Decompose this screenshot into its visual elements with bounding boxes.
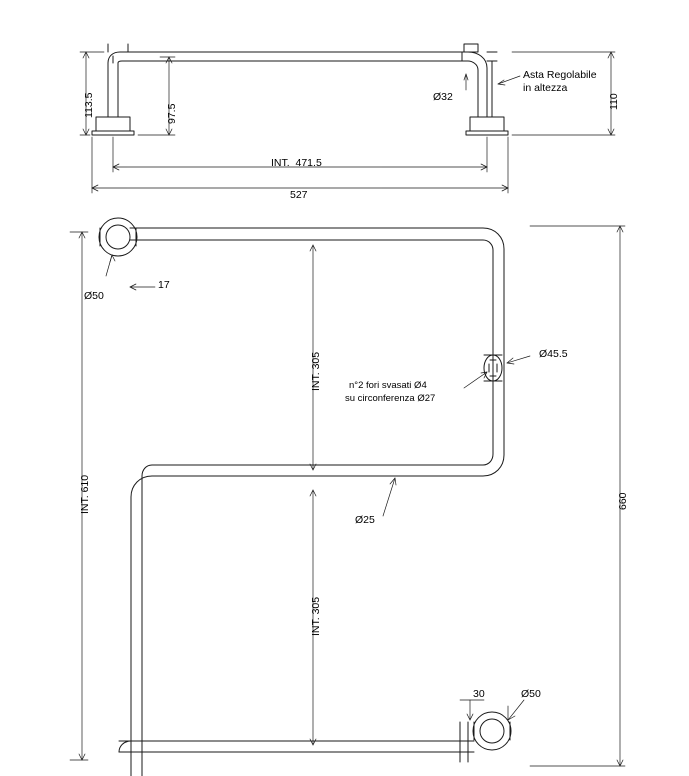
dim-int-305-lower: INT. 305 (310, 596, 322, 636)
dim-diameter-25: Ø25 (355, 514, 375, 526)
dim-height-113-5: 113.5 (83, 92, 95, 118)
note-asta-regolabile-line1: Asta Regolabile (523, 69, 597, 81)
dim-width-30: 30 (473, 688, 485, 700)
front-view-dimensions (70, 226, 625, 766)
dim-height-660: 660 (617, 492, 629, 510)
top-view-bar (92, 44, 508, 135)
dim-width-17: 17 (158, 279, 170, 291)
dim-diameter-45-5: Ø45.5 (539, 348, 568, 360)
dim-width-527: 527 (290, 189, 308, 201)
dim-diameter-50-top: Ø50 (84, 290, 104, 302)
dim-height-97-5: 97.5 (166, 103, 178, 124)
dim-int-471-5: INT. 471.5 (271, 157, 322, 169)
dim-diameter-32: Ø32 (433, 91, 453, 103)
dim-int-305-upper: INT. 305 (310, 351, 322, 391)
dim-height-110: 110 (608, 93, 620, 110)
note-fori-svasati-line2: su circonferenza Ø27 (345, 393, 436, 404)
note-fori-svasati-line1: n°2 fori svasati Ø4 (349, 380, 427, 391)
front-view-bar (99, 218, 511, 776)
note-asta-regolabile-line2: in altezza (523, 82, 568, 94)
dim-diameter-50-bottom: Ø50 (521, 688, 541, 700)
dim-int-610: INT. 610 (79, 474, 91, 514)
